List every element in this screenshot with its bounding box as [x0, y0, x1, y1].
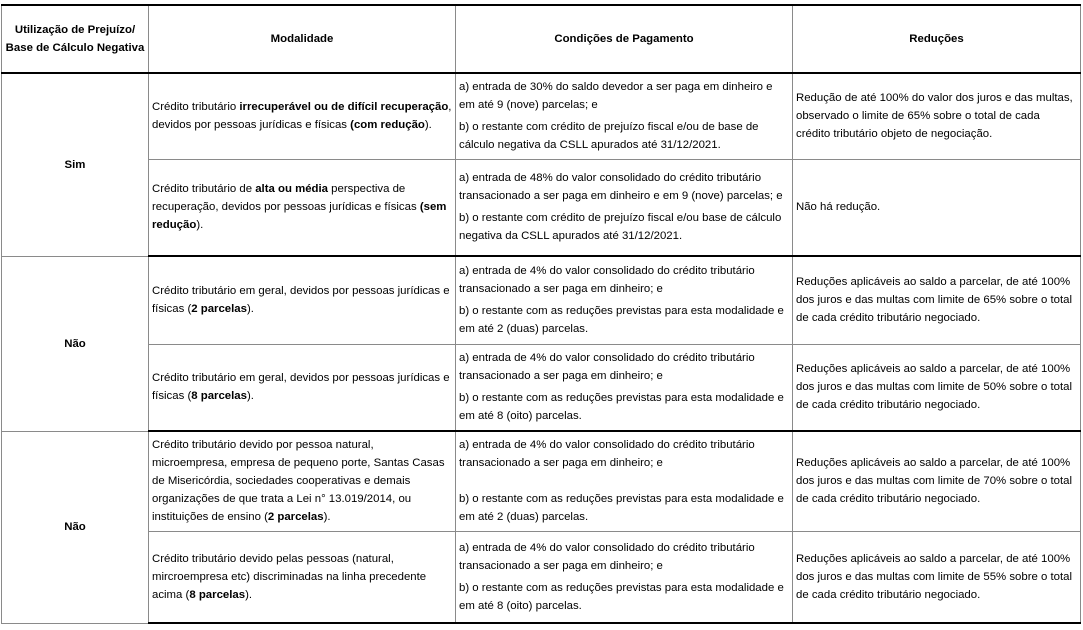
- condicoes-cell: a) entrada de 48% do valor consolidado do crédito tributário transacionado a ser paga em dinheiro e em 9 (nove) parcelas; e b) o restante com crédito de prejuízo fiscal e/ou base de cálculo negativa da CSLL apurados até 31/12/2021.: [456, 159, 793, 256]
- group-label-nao: Não: [2, 431, 149, 623]
- reducoes-cell: Não há redução.: [793, 159, 1081, 256]
- modalidade-cell: Crédito tributário de alta ou média perspectiva de recuperação, devidos por pessoas jurídicas e físicas (sem redução).: [149, 159, 456, 256]
- group-label-nao: Não: [2, 256, 149, 431]
- header-modalidade: Modalidade: [149, 5, 456, 73]
- condicoes-cell: a) entrada de 30% do saldo devedor a ser paga em dinheiro e em até 9 (nove) parcelas; e b) o restante com crédito de prejuízo fiscal e/ou de base de cálculo negativa da CSLL apurados até 31/12/2021.: [456, 73, 793, 159]
- table-row: [2, 344, 1081, 431]
- header-row: [2, 5, 1081, 73]
- header-utilizacao: Utilização de Prejuízo/ Base de Cálculo Negativa: [2, 5, 149, 73]
- table-row: [2, 531, 1081, 623]
- table-row: [2, 431, 1081, 531]
- table-row: [2, 73, 1081, 159]
- transacao-table: [1, 4, 1081, 624]
- condicoes-cell: a) entrada de 4% do valor consolidado do crédito tributário transacionado a ser paga em dinheiro; e b) o restante com as reduções previstas para esta modalidade e em até 8 (oito) parcelas.: [456, 344, 793, 431]
- reducoes-cell: Reduções aplicáveis ao saldo a parcelar, de até 100% dos juros e das multas com limite de 55% sobre o total de cada crédito tributário negociado.: [793, 531, 1081, 623]
- reducoes-cell: Reduções aplicáveis ao saldo a parcelar, de até 100% dos juros e das multas com limite de 65% sobre o total de cada crédito tributário negociado.: [793, 256, 1081, 344]
- condicoes-cell: a) entrada de 4% do valor consolidado do crédito tributário transacionado a ser paga em dinheiro; e b) o restante com as reduções previstas para esta modalidade e em até 2 (duas) parcelas.: [456, 256, 793, 344]
- header-condicoes: Condições de Pagamento: [456, 5, 793, 73]
- table-row: [2, 256, 1081, 344]
- modalidade-cell: Crédito tributário em geral, devidos por pessoas jurídicas e físicas (2 parcelas).: [149, 256, 456, 344]
- reducoes-cell: Reduções aplicáveis ao saldo a parcelar, de até 100% dos juros e das multas com limite de 50% sobre o total de cada crédito tributário negociado.: [793, 344, 1081, 431]
- header-reducoes: Reduções: [793, 5, 1081, 73]
- modalidade-cell: Crédito tributário devido por pessoa natural, microempresa, empresa de pequeno porte, Santas Casas de Misericórdia, sociedades cooperativas e demais organizações de que trata a Lei n° 13.019/2014, ou instituições de ensino (2 parcelas).: [149, 431, 456, 531]
- modalidade-cell: Crédito tributário devido pelas pessoas (natural, mircroempresa etc) discriminadas na linha precedente acima (8 parcelas).: [149, 531, 456, 623]
- table-row: [2, 159, 1081, 256]
- condicoes-cell: a) entrada de 4% do valor consolidado do crédito tributário transacionado a ser paga em dinheiro; e b) o restante com as reduções previstas para esta modalidade e em até 2 (duas) parcelas.: [456, 431, 793, 531]
- condicoes-cell: a) entrada de 4% do valor consolidado do crédito tributário transacionado a ser paga em dinheiro; e b) o restante com as reduções previstas para esta modalidade e em até 8 (oito) parcelas.: [456, 531, 793, 623]
- group-label-sim: Sim: [2, 73, 149, 256]
- modalidade-cell: Crédito tributário irrecuperável ou de difícil recuperação, devidos por pessoas jurídicas e físicas (com redução).: [149, 73, 456, 159]
- reducoes-cell: Reduções aplicáveis ao saldo a parcelar, de até 100% dos juros e das multas com limite de 70% sobre o total de cada crédito tributário negociado.: [793, 431, 1081, 531]
- modalidade-cell: Crédito tributário em geral, devidos por pessoas jurídicas e físicas (8 parcelas).: [149, 344, 456, 431]
- reducoes-cell: Redução de até 100% do valor dos juros e das multas, observado o limite de 65% sobre o total de cada crédito tributário objeto de negociação.: [793, 73, 1081, 159]
